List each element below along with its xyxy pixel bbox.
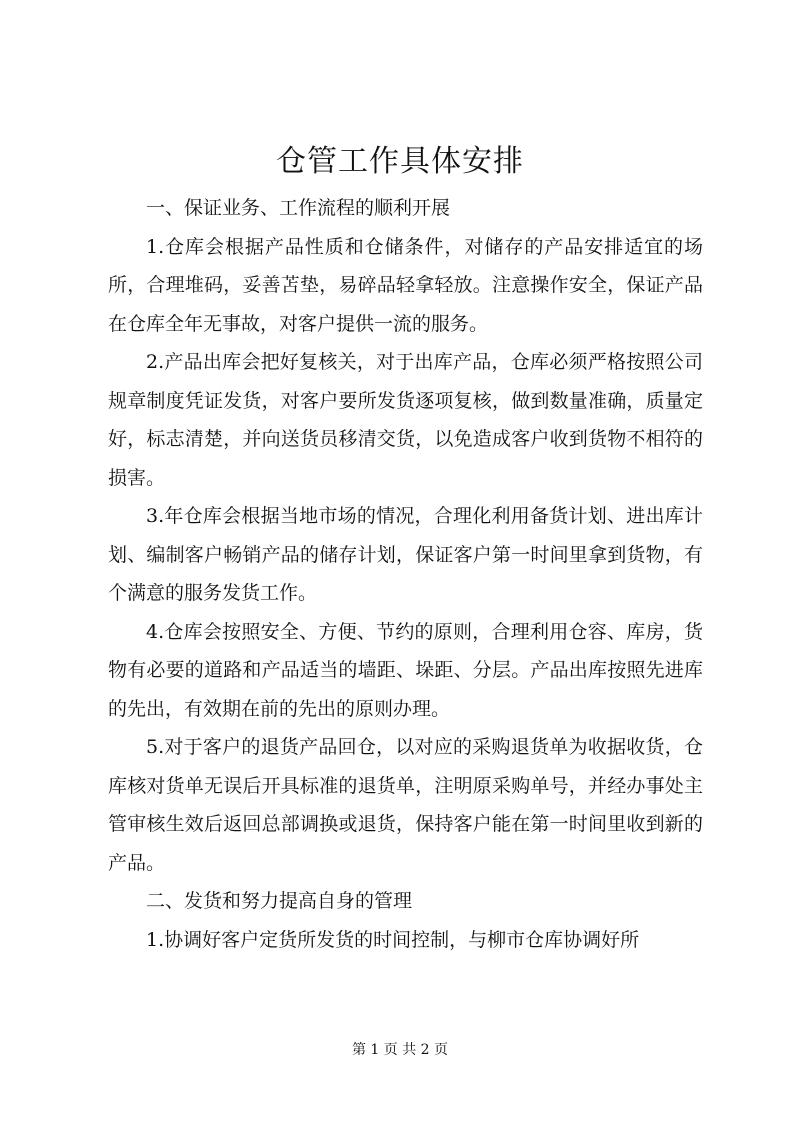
paragraph-item-4: 4.仓库会按照安全、方便、节约的原则，合理利用仓容、库房，货物有必要的道路和产品适当的墙距、垛距、分层。产品出库按照先进库的先出，有效期在前的先出的原则办理。 — [108, 620, 703, 720]
document-body — [108, 189, 703, 959]
section-heading-1: 一、保证业务、工作流程的顺利开展 — [146, 197, 451, 219]
section-heading-2: 二、发货和努力提高自身的管理 — [146, 890, 413, 912]
page-number-footer: 第 1 页 共 2 页 — [351, 1042, 449, 1058]
paragraph-item-5: 5.对于客户的退货产品回仓，以对应的采购退货单为收据收货，仓库核对货单无误后开具标准的退货单，注明原采购单号，并经办事处主管审核生效后返回总部调换或退货，保持客户能在第一时间里收到新的产品。 — [108, 736, 703, 874]
paragraph-item-6: 1.协调好客户定货所发货的时间控制，与柳市仓库协调好所 — [146, 928, 640, 951]
paragraph-item-3: 3.年仓库会根据当地市场的情况，合理化利用备货计划、进出库计划、编制客户畅销产品的储存计划，保证客户第一时间里拿到货物，有个满意的服务发货工作。 — [108, 505, 703, 604]
paragraph-item-2: 2.产品出库会把好复核关，对于出库产品，仓库必须严格按照公司规章制度凭证发货，对客户要所发货逐项复核，做到数量准确，质量定好，标志清楚，并向送货员移清交货，以免造成客户收到货物不相符的损害。 — [108, 351, 703, 489]
paragraph-item-1: 1.仓库会根据产品性质和仓储条件，对储存的产品安排适宜的场所，合理堆码，妥善苫垫，易碎品轻拿轻放。注意操作安全，保证产品在仓库全年无事故，对客户提供一流的服务。 — [108, 235, 703, 335]
document-title: 仓管工作具体安排 — [276, 144, 524, 179]
